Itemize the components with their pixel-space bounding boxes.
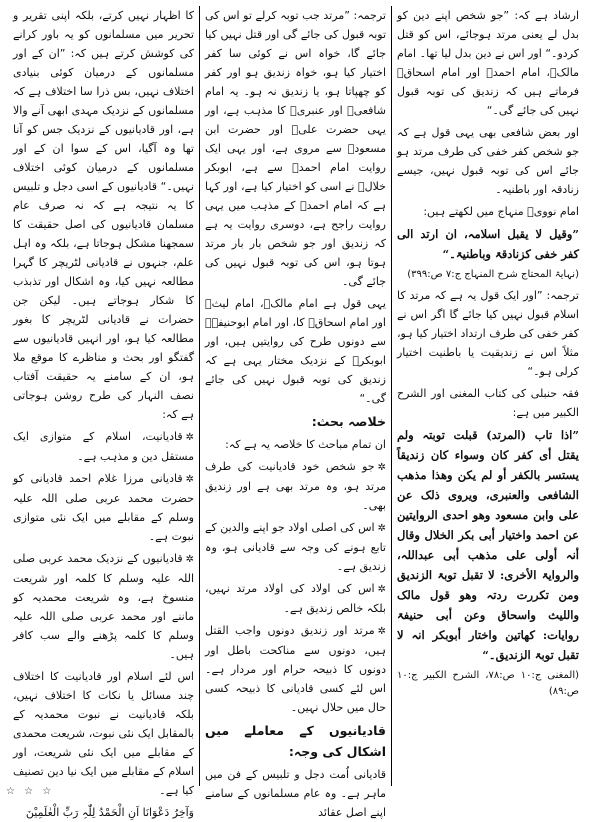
column-left [8, 6, 200, 819]
bullet-text: مرتد اور زندیق دونوں واجب القتل ہیں، دونوں سے مناکحت باطل اور دونوں کا ذبیحہ حرام اور مردار ہے۔ اس لئے کسی قادیانی کا ذبیحہ کسی حال میں حلال نہیں۔ [205, 624, 386, 714]
paragraph: یہی قول ہے امام مالکؒ، امام لیثؒ اور امام اسحاقؒ کا، اور امام ابوحنیفہؒ سے دونوں طرح کی روایتیں ہیں، اور ابوبکرؒ کے نزدیک مختار یہی ہے کہ زندیق کی توبہ قبول نہیں کی جائے گی۔“ [205, 297, 386, 405]
paragraph: قادیانی اُمت دجل و تلبیس کے فن میں ماہر ہے۔ وہ عام مسلمانوں کے سامنے اپنے اصل عقائد [205, 768, 386, 819]
bullet-item [205, 457, 386, 515]
section-heading: خلاصہ بحث: [311, 414, 386, 429]
bullet-text: جو شخص خود قادیانیت کی طرف مرتد ہو، وہ مرتد بھی ہے اور زندیق بھی۔ [205, 460, 386, 512]
paragraph: ترجمہ: ”مرتد جب توبہ کرلے تو اس کی توبہ قبول کی جائے گی اور قتل نہیں کیا جائے گا، خواہ اس نے کوئی سا کفر اختیار کیا ہو، خواہ زندیق ہو اور کفر کو چھپاتا ہو، یا زندیق نہ ہو۔ یہ امام شافعیؒ اور عنبریؒ کا مذہب ہے، اور یہی حضرت علیؓ اور حضرت ابن مسعودؓ سے مروی ہے، اور یہی ایک روایت امام احمدؒ سے ہے، ابوبکر خلالؒ نے اسی کو اختیار کیا ہے، اور کہا ہے کہ امام احمدؒ کے مذہب میں یہی روایت راجح ہے، دوسری روایت یہ ہے کہ زندیق اور جو شخص بار بار مرتد ہوتا ہو، اس کی توبہ قبول نہیں کی جائے گی۔ [205, 9, 386, 288]
arabic-quote: ”وقیل لا یقبل اسلامہ، ان ارتد الی کفر خفی کزنادقۃ وباطنیۃ۔“ [397, 227, 579, 261]
paragraph: امام نوویؒ منہاج میں لکھتے ہیں: [423, 205, 579, 218]
bullet-item [13, 549, 194, 664]
bullet-text: اس کی اصلی اولاد جو اپنے والدین کے تابع ہونے کی وجہ سے قادیانی ہو، وہ زندیق ہے۔ [205, 521, 386, 573]
column-right [392, 6, 584, 786]
paragraph: وَآخِرُ دَعْوَانَا اَنِ الْحَمْدُ لِلّٰہِ رَبِّ الْعٰلَمِیْنَ [25, 806, 194, 819]
bullet-star-icon: ✲ [377, 523, 386, 534]
footer-stars-text: ☆ ☆ ☆ [6, 786, 55, 797]
bullet-text: قادیانیوں کے نزدیک محمد عربی صلی اللہ علیہ وسلم کا کلمہ اور شریعت منسوخ ہے، وہ شریعت محمدیہ کو ماننے اور محمد عربی صلی اللہ علیہ وسلم کا کلمہ پڑھنے والے سب کافر ہیں۔ [13, 552, 194, 661]
reference: (نہایۃ المحتاج شرح المنہاج ج:۷ ص:۳۹۹) [407, 269, 579, 280]
bullet-star-icon: ✲ [377, 626, 386, 637]
bullet-item [13, 469, 194, 546]
section-heading: قادیانیوں کے معاملے میں اشکال کی وجہ: [205, 723, 386, 759]
bullet-text: اس کی اولاد کی اولاد مرتد نہیں، بلکہ خالص زندیق ہے۔ [205, 582, 386, 615]
paragraph: ان تمام مباحث کا خلاصہ یہ ہے کہ: [225, 438, 386, 451]
reference: (المغنی ج:۱۰ ص:۷۸، الشرح الکبیر ج:۱۰ ص:۸۹) [397, 670, 579, 697]
paragraph: ترجمہ: ”اور ایک قول یہ ہے کہ مرتد کا اسلام قبول نہیں کیا جائے گا اگر اس نے کفر خفی کی طرف ارتداد اختیار کیا ہو، مثلاً اس نے زندیقیت یا باطنیت اختیار کرلی ہو۔“ [397, 289, 579, 378]
bullet-item [205, 579, 386, 618]
footer-stars [6, 786, 54, 797]
paragraph: فقہ حنبلی کی کتاب المغنی اور الشرح الکبیر میں ہے: [397, 387, 579, 419]
paragraph: اس لئے اسلام اور قادیانیت کا اختلاف چند مسائل یا نکات کا اختلاف نہیں، بلکہ قادیانیت نے نبوت محمدیہ کے بالمقابل ایک نئی نبوت، شریعت محمدی کے مقابلے میں ایک نئی شریعت، اور اسلام کے مقابلے میں ایک نیا دین تصنیف کیا ہے۔ [13, 670, 194, 797]
bullet-item [205, 621, 386, 717]
column-middle [200, 6, 392, 819]
bullet-item [205, 518, 386, 576]
bullet-item [13, 427, 194, 466]
bullet-star-icon: ✲ [185, 554, 194, 565]
paragraph: ارشاد ہے کہ: ”جو شخص اپنے دین کو بدل لے یعنی مرتد ہوجائے، اس کو قتل کردو۔“ اور اس نے دین بدل لیا تھا۔ امام مالکؒ، امام احمدؒ اور امام اسحاقؒ فرماتے ہیں کہ زندیق کی توبہ قبول نہیں کی جائے گی۔“ [397, 9, 579, 117]
bullet-star-icon: ✲ [377, 462, 386, 473]
arabic-quote: ”اذا تاب (المرتد) قبلت توبتہ ولم یقتل أی کفر کان وسواء کان زندیقاً یستسر بالکفر أو لم یکن وھذا مذھب الشافعی والعنبری، ویروی ذلک عن علی وابن مسعود وھو احدی الروایتین عن احمد واختیار أبی بکر الخلال وقال أنہ أولی علی مذھب أبی عبداللہ، والروایۃ الأخری: لا تقبل توبۃ الزندیق ومن تکررت ردتہ وھو قول مالک واللیث واسحاق وعن أبی حنیفۃ روایات: کھاتین واختار أبوبکر انہ لا تقبل توبۃ الزندیق۔“ [397, 428, 579, 662]
paragraph: کا اظہار نہیں کرتے، بلکہ اپنی تقریر و تحریر میں مسلمانوں کو یہ باور کرانے کی کوشش کرتے ہیں کہ: ”ان کے اور مسلمانوں کے درمیان کوئی بنیادی اختلاف نہیں، بس ذرا سا اختلاف ہے کہ مسلمانوں کے نزدیک مہدی ابھی آنے والا ہے، اور قادیانیوں کے نزدیک جس کو آنا تھا وہ آگیا، اس کے سوا ان کے اور مسلمانوں کے درمیان کوئی اختلاف نہیں۔“ قادیانیوں کے اسی دجل و تلبیس کا یہ نتیجہ ہے کہ نہ صرف عام مسلمان قادیانیوں کی اصل حقیقت کا سمجھنا مشکل ہوجاتا ہے، بلکہ وہ اہل علم، جنہوں نے قادیانی لٹریچر کا گہرا مطالعہ نہیں کیا، وہ اشکال اور تذبذب کا شکار ہوجاتے ہیں۔ لیکن جن حضرات نے قادیانی لٹریچر کا بغور مطالعہ کیا ہو، اور انہیں قادیانیوں سے گفتگو اور بحث و مناظرے کا موقع ملا ہو، ان کے سامنے یہ حقیقت آفتاب نصف النہار کی طرح روشن ہوجاتی ہے کہ: [13, 9, 194, 421]
bullet-star-icon: ✲ [377, 584, 386, 595]
bullet-star-icon: ✲ [185, 474, 194, 485]
bullet-text: قادیانی مرزا غلام احمد قادیانی کو حضرت محمد عربی صلی اللہ علیہ وسلم کے مقابلے میں ایک نئی متوازی نبوت ہے۔ [13, 472, 194, 543]
paragraph: اور بعض شافعی بھی یہی قول ہے کہ جو شخص کفر خفی کی طرف مرتد ہو جائے اس کی توبہ قبول نہیں، جیسے زنادقہ اور باطنیہ۔ [397, 126, 579, 196]
bullet-text: قادیانیت، اسلام کے متوازی ایک مستقل دین و مذہب ہے۔ [13, 430, 194, 463]
bullet-star-icon: ✲ [185, 432, 194, 443]
